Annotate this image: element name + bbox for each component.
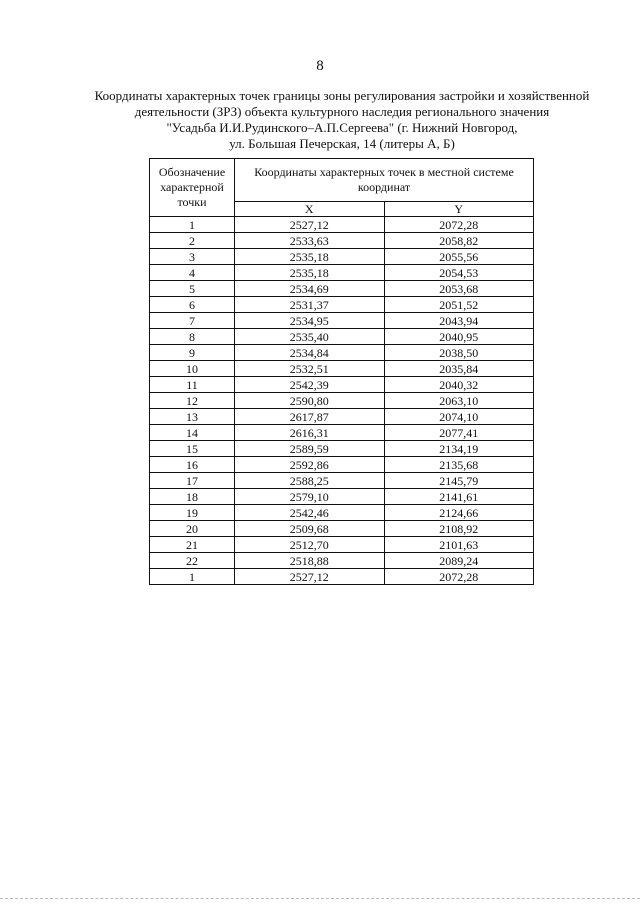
cell-x: 2542,46 bbox=[235, 505, 385, 521]
cell-x: 2512,70 bbox=[235, 537, 385, 553]
header-x: X bbox=[235, 202, 385, 217]
cell-x: 2589,59 bbox=[235, 441, 385, 457]
cell-point: 8 bbox=[150, 329, 235, 345]
cell-point: 13 bbox=[150, 409, 235, 425]
table-row bbox=[150, 425, 534, 441]
table-row bbox=[150, 361, 534, 377]
cell-x: 2617,87 bbox=[235, 409, 385, 425]
table-row bbox=[150, 553, 534, 569]
document-heading bbox=[92, 88, 592, 152]
cell-point: 9 bbox=[150, 345, 235, 361]
cell-point: 5 bbox=[150, 281, 235, 297]
table-row bbox=[150, 457, 534, 473]
table-header bbox=[150, 159, 534, 217]
cell-point: 18 bbox=[150, 489, 235, 505]
cell-y: 2135,68 bbox=[384, 457, 534, 473]
table-row bbox=[150, 377, 534, 393]
cell-y: 2035,84 bbox=[384, 361, 534, 377]
cell-point: 1 bbox=[150, 217, 235, 233]
cell-point: 2 bbox=[150, 233, 235, 249]
page-number: 8 bbox=[316, 58, 324, 74]
scan-edge-divider bbox=[0, 898, 640, 901]
cell-x: 2534,84 bbox=[235, 345, 385, 361]
cell-y: 2077,41 bbox=[384, 425, 534, 441]
cell-x: 2616,31 bbox=[235, 425, 385, 441]
heading-line-2: деятельности (ЗРЗ) объекта культурного наследия регионального значения bbox=[134, 104, 550, 119]
cell-x: 2527,12 bbox=[235, 569, 385, 585]
table-row bbox=[150, 233, 534, 249]
cell-y: 2038,50 bbox=[384, 345, 534, 361]
cell-point: 17 bbox=[150, 473, 235, 489]
cell-point: 21 bbox=[150, 537, 235, 553]
table-row bbox=[150, 569, 534, 585]
cell-point: 14 bbox=[150, 425, 235, 441]
table-row bbox=[150, 281, 534, 297]
cell-y: 2040,95 bbox=[384, 329, 534, 345]
cell-x: 2534,69 bbox=[235, 281, 385, 297]
header-y: Y bbox=[384, 202, 534, 217]
table-row bbox=[150, 297, 534, 313]
cell-y: 2072,28 bbox=[384, 569, 534, 585]
heading-line-1: Координаты характерных точек границы зоны регулирования застройки и хозяйственной bbox=[94, 88, 590, 103]
cell-x: 2531,37 bbox=[235, 297, 385, 313]
table-row bbox=[150, 537, 534, 553]
heading-line-4: ул. Большая Печерская, 14 (литеры А, Б) bbox=[229, 136, 455, 151]
header-point-designation: Обозначение характерной точки bbox=[150, 159, 235, 217]
cell-point: 12 bbox=[150, 393, 235, 409]
cell-y: 2043,94 bbox=[384, 313, 534, 329]
cell-y: 2053,68 bbox=[384, 281, 534, 297]
table-row bbox=[150, 393, 534, 409]
table-body bbox=[150, 217, 534, 585]
heading-line-3: "Усадьба И.И.Рудинского–А.П.Сергеева" (г. Нижний Новгород, bbox=[166, 120, 518, 135]
table-row bbox=[150, 345, 534, 361]
cell-y: 2051,52 bbox=[384, 297, 534, 313]
cell-x: 2535,18 bbox=[235, 265, 385, 281]
cell-y: 2108,92 bbox=[384, 521, 534, 537]
cell-y: 2124,66 bbox=[384, 505, 534, 521]
cell-y: 2074,10 bbox=[384, 409, 534, 425]
table-row bbox=[150, 473, 534, 489]
cell-point: 16 bbox=[150, 457, 235, 473]
cell-x: 2535,40 bbox=[235, 329, 385, 345]
cell-y: 2072,28 bbox=[384, 217, 534, 233]
cell-y: 2063,10 bbox=[384, 393, 534, 409]
cell-point: 22 bbox=[150, 553, 235, 569]
cell-point: 19 bbox=[150, 505, 235, 521]
table-row bbox=[150, 313, 534, 329]
cell-y: 2058,82 bbox=[384, 233, 534, 249]
cell-point: 11 bbox=[150, 377, 235, 393]
table-row bbox=[150, 249, 534, 265]
cell-point: 7 bbox=[150, 313, 235, 329]
cell-y: 2134,19 bbox=[384, 441, 534, 457]
table-row bbox=[150, 265, 534, 281]
cell-point: 10 bbox=[150, 361, 235, 377]
coordinates-table bbox=[149, 158, 534, 585]
cell-x: 2590,80 bbox=[235, 393, 385, 409]
table-row bbox=[150, 409, 534, 425]
cell-x: 2518,88 bbox=[235, 553, 385, 569]
cell-point: 6 bbox=[150, 297, 235, 313]
table-row bbox=[150, 505, 534, 521]
cell-y: 2145,79 bbox=[384, 473, 534, 489]
cell-x: 2542,39 bbox=[235, 377, 385, 393]
table-row bbox=[150, 521, 534, 537]
cell-x: 2579,10 bbox=[235, 489, 385, 505]
cell-y: 2101,63 bbox=[384, 537, 534, 553]
cell-y: 2054,53 bbox=[384, 265, 534, 281]
cell-y: 2055,56 bbox=[384, 249, 534, 265]
cell-x: 2509,68 bbox=[235, 521, 385, 537]
cell-point: 20 bbox=[150, 521, 235, 537]
cell-x: 2592,86 bbox=[235, 457, 385, 473]
table-row bbox=[150, 329, 534, 345]
cell-x: 2533,63 bbox=[235, 233, 385, 249]
cell-y: 2141,61 bbox=[384, 489, 534, 505]
cell-y: 2089,24 bbox=[384, 553, 534, 569]
cell-point: 4 bbox=[150, 265, 235, 281]
cell-y: 2040,32 bbox=[384, 377, 534, 393]
cell-point: 15 bbox=[150, 441, 235, 457]
table-row bbox=[150, 217, 534, 233]
header-coordinates-group: Координаты характерных точек в местной системе координат bbox=[235, 159, 534, 202]
cell-x: 2532,51 bbox=[235, 361, 385, 377]
cell-point: 3 bbox=[150, 249, 235, 265]
cell-x: 2534,95 bbox=[235, 313, 385, 329]
cell-x: 2535,18 bbox=[235, 249, 385, 265]
table-row bbox=[150, 441, 534, 457]
cell-x: 2588,25 bbox=[235, 473, 385, 489]
cell-x: 2527,12 bbox=[235, 217, 385, 233]
cell-point: 1 bbox=[150, 569, 235, 585]
table-row bbox=[150, 489, 534, 505]
